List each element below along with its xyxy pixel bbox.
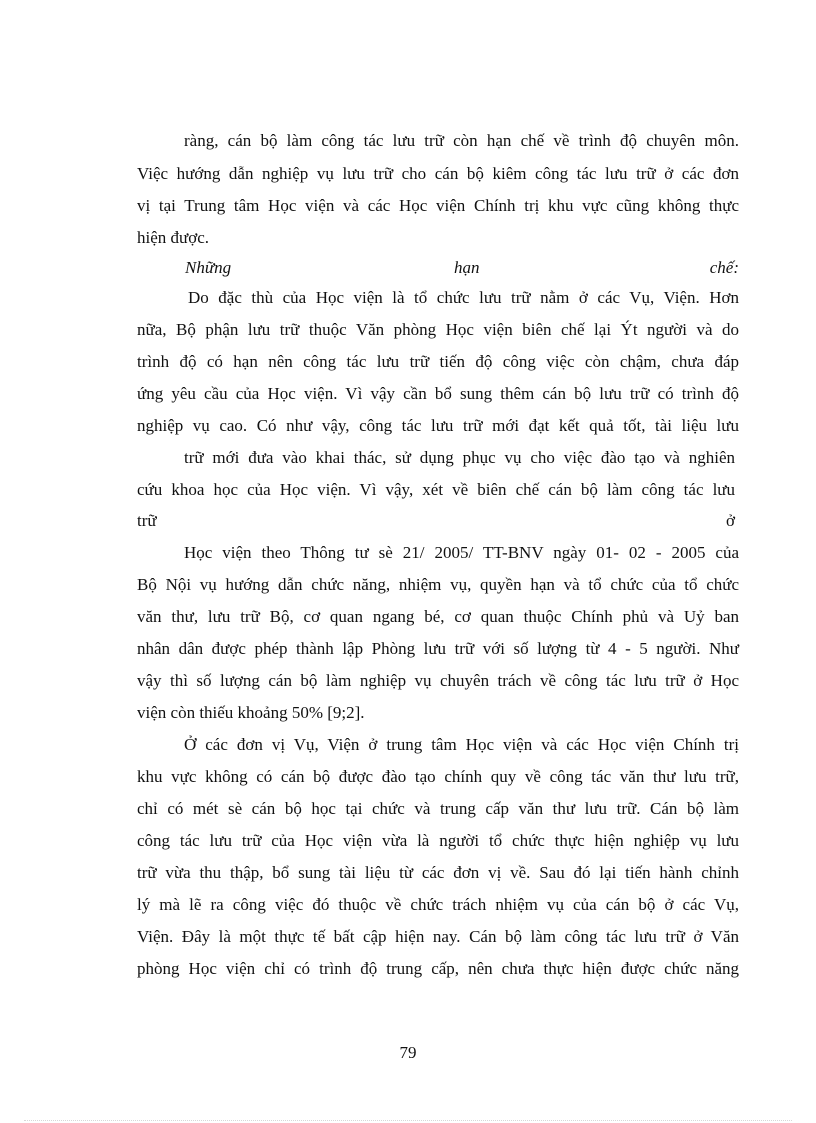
heading-word: chế:	[709, 258, 739, 277]
text-line: khu vực không có cán bộ được đào tạo chính quy về công tác văn thư lưu trữ,	[137, 767, 739, 786]
page-bottom-divider	[24, 1120, 792, 1121]
text-line: công tác lưu trữ của Học viện vừa là người tổ chức thực hiện nghiệp vụ lưu	[137, 831, 739, 850]
text-line: trình độ có hạn nên công tác lưu trữ tiến độ công việc còn chậm, chưa đáp	[137, 352, 739, 371]
text-line: lý mà lẽ ra công việc đó thuộc về chức trách nhiệm vụ của cán bộ ở các Vụ,	[137, 895, 739, 914]
text-line: trữ vừa thu thập, bổ sung tài liệu từ các đơn vị về. Sau đó lại tiến hành chỉnh	[137, 863, 739, 882]
text-line: nghiệp vụ cao. Có như vậy, công tác lưu trữ mới đạt kết quả tốt, tài liệu lưu	[137, 416, 739, 435]
text-line: vị tại Trung tâm Học viện và các Học viện Chính trị khu vực cũng không thực	[137, 196, 739, 215]
text-line: phòng Học viện chỉ có trình độ trung cấp, nên chưa thực hiện được chức năng	[137, 959, 739, 978]
limitations-heading	[137, 258, 739, 278]
split-word: trữ	[137, 511, 157, 530]
heading-word: Những	[185, 258, 232, 277]
heading-word: hạn	[454, 258, 480, 277]
text-line: nhân dân được phép thành lập Phòng lưu trữ với số lượng từ 4 - 5 người. Như	[137, 639, 739, 658]
text-line: vậy thì số lượng cán bộ làm nghiệp vụ chuyên trách về công tác lưu trữ ở Học	[137, 671, 739, 690]
text-line: Do đặc thù của Học viện là tổ chức lưu trữ nằm ở các Vụ, Viện. Hơn	[188, 288, 739, 307]
text-line: cứu khoa học của Học viện. Vì vậy, xét về biên chế cán bộ làm công tác lưu	[137, 480, 735, 499]
split-word: ở	[726, 511, 735, 530]
text-line: trữ mới đưa vào khai thác, sử dụng phục vụ cho việc đào tạo và nghiên	[184, 448, 735, 467]
text-line: Học viện theo Thông tư sè 21/ 2005/ TT-BNV ngày 01- 02 - 2005 của	[184, 543, 739, 562]
text-line: nữa, Bộ phận lưu trữ thuộc Văn phòng Học viện biên chế lại Ýt người và do	[137, 320, 739, 339]
page-number: 79	[399, 1043, 417, 1062]
text-line: viện còn thiếu khoảng 50% [9;2].	[137, 703, 365, 722]
text-line: Việc hướng dẫn nghiệp vụ lưu trữ cho cán bộ kiêm công tác lưu trữ ở các đơn	[137, 164, 739, 183]
text-line: ứng yêu cầu của Học viện. Vì vậy cần bổ sung thêm cán bộ lưu trữ có trình độ	[137, 384, 739, 403]
text-line: Bộ Nội vụ hướng dẫn chức năng, nhiệm vụ, quyền hạn và tổ chức của tổ chức	[137, 575, 739, 594]
text-line: Viện. Đây là một thực tế bất cập hiện nay. Cán bộ làm công tác lưu trữ ở Văn	[137, 927, 739, 946]
text-line: hiện được.	[137, 228, 210, 247]
text-line: ràng, cán bộ làm công tác lưu trữ còn hạn chế về trình độ chuyên môn.	[184, 131, 739, 150]
split-line	[137, 511, 739, 531]
text-line: văn thư, lưu trữ Bộ, cơ quan ngang bé, cơ quan thuộc Chính phủ và Uỷ ban	[137, 607, 739, 626]
text-line: Ở các đơn vị Vụ, Viện ở trung tâm Học viện và các Học viện Chính trị	[184, 735, 739, 754]
text-line: chỉ có mét sè cán bộ học tại chức và trung cấp văn thư lưu trữ. Cán bộ làm	[137, 799, 739, 818]
